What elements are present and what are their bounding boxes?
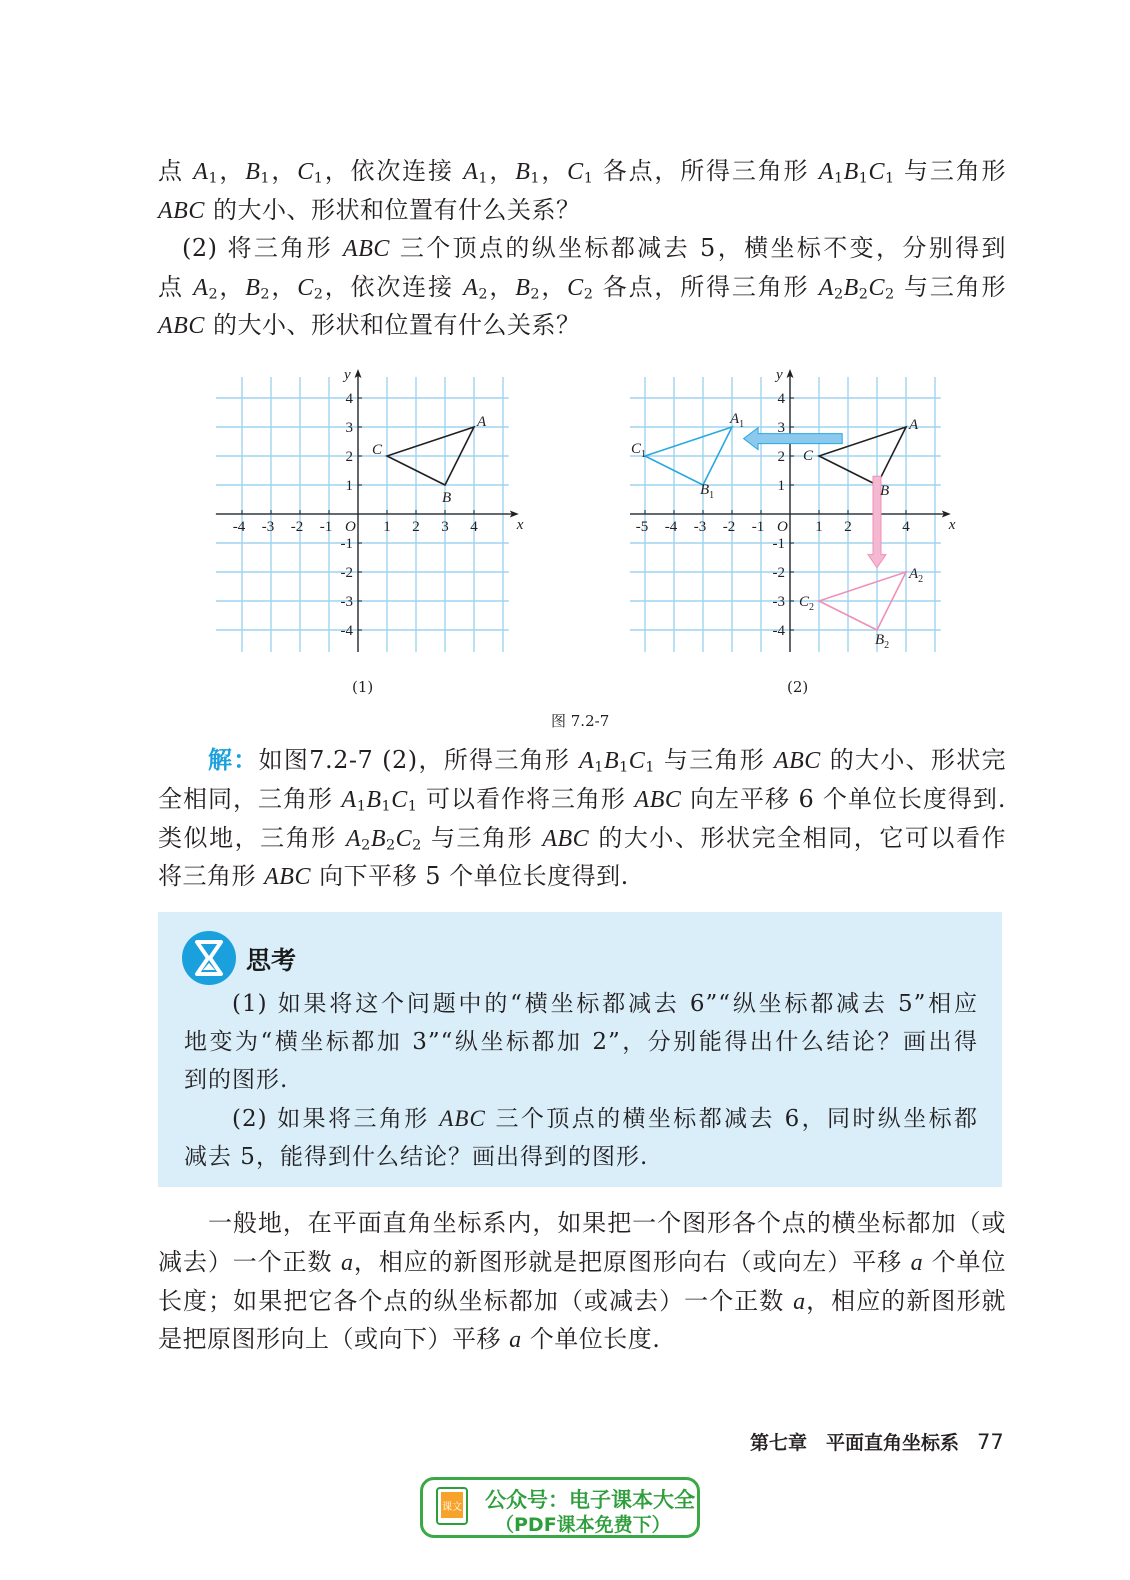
fig2-x-tick-label: -2 bbox=[722, 519, 736, 535]
general-line-2: 减去）一个正数 a，相应的新图形就是把原图形向右（或向左）平移 a 个单位 bbox=[158, 1248, 1006, 1276]
book-icon bbox=[433, 1486, 473, 1530]
page-footer bbox=[750, 1428, 1004, 1455]
figure-1-label: (1) bbox=[352, 678, 374, 696]
coordinate-figure-2 bbox=[630, 352, 970, 652]
fig1-x-tick-label: -1 bbox=[319, 519, 333, 535]
fig2-y-axis-label: y bbox=[776, 367, 783, 383]
fig1-y-axis-label: y bbox=[344, 367, 351, 383]
fig1-origin-label: O bbox=[345, 519, 356, 535]
fig2-label-c2: $C_2$ bbox=[799, 594, 815, 613]
figure-2-label: (2) bbox=[787, 678, 809, 696]
fig2-y-tick-label: -1 bbox=[772, 536, 785, 552]
paragraph-1-line-2: ABC 的大小、形状和位置有什么关系？ bbox=[158, 196, 581, 224]
fig2-label-c1: $C_1$ bbox=[631, 441, 647, 460]
fig1-x-tick-label: 4 bbox=[470, 519, 478, 535]
think-q1-line-2: 地变为“横坐标都加 3”“纵坐标都加 2”，分别能得出什么结论？画出得 bbox=[184, 1029, 978, 1055]
solution-label: 解： bbox=[208, 746, 259, 774]
fig1-y-tick-label: -3 bbox=[340, 594, 353, 610]
paragraph-2-line-3: ABC 的大小、形状和位置有什么关系？ bbox=[158, 311, 581, 339]
figure-caption: 图 7.2-7 bbox=[551, 712, 610, 730]
fig2-y-tick-label: -2 bbox=[772, 565, 785, 581]
fig1-x-tick-label: -2 bbox=[290, 519, 304, 535]
fig2-label-b1: $B_1$ bbox=[700, 482, 715, 501]
fig1-y-tick-label: 3 bbox=[345, 420, 353, 436]
book-icon-text: 课文 bbox=[442, 1502, 462, 1513]
fig2-y-tick-label: -4 bbox=[772, 623, 785, 639]
fig2-label-b2: $B_2$ bbox=[875, 632, 890, 651]
solution-line-1: 解：如图7.2-7 (2)，所得三角形 $A_1B_1C_1$ 与三角形 ABC 的大小、形状完 bbox=[208, 746, 1006, 776]
hourglass-icon bbox=[181, 930, 237, 986]
promo-badge bbox=[420, 1477, 700, 1538]
fig2-label-a2: $A_2$ bbox=[909, 566, 924, 585]
fig2-y-tick-label: -3 bbox=[772, 594, 785, 610]
fig2-x-axis-label: x bbox=[948, 517, 956, 533]
fig2-y-tick-label: 1 bbox=[777, 478, 785, 494]
fig2-x-tick-label: -3 bbox=[693, 519, 707, 535]
promo-line-1: 公众号：电子课本大全 bbox=[485, 1488, 695, 1512]
fig1-x-tick-label: 3 bbox=[441, 519, 449, 535]
general-line-1: 一般地，在平面直角坐标系内，如果把一个图形各个点的横坐标都加（或 bbox=[208, 1209, 1006, 1237]
fig2-label-b: B bbox=[880, 483, 890, 499]
paragraph-1-line-1: 点 $A_1$，$B_1$，$C_1$，依次连接 $A_1$，$B_1$，$C_1$ 各点，所得三角形 $A_1B_1C_1$ 与三角形 bbox=[158, 157, 1007, 187]
fig1-label-b: B bbox=[442, 490, 452, 506]
fig2-y-tick-label: 2 bbox=[777, 449, 785, 465]
fig1-label-a: A bbox=[477, 414, 487, 430]
fig1-y-tick-label: -1 bbox=[340, 536, 353, 552]
fig2-shift-left-arrow bbox=[744, 428, 843, 450]
fig2-x-tick-label: 2 bbox=[844, 519, 852, 535]
think-q1-line-1: (1) 如果将这个问题中的“横坐标都减去 6”“纵坐标都减去 5”相应 bbox=[232, 991, 978, 1017]
fig2-y-tick-label: 4 bbox=[777, 391, 785, 407]
solution-line-4: 将三角形 ABC 向下平移 5 个单位长度得到. bbox=[158, 862, 629, 890]
fig2-label-a: A bbox=[909, 417, 919, 433]
page-number: 77 bbox=[977, 1430, 1004, 1454]
fig1-label-c: C bbox=[372, 442, 383, 458]
think-q2-line-1: (2) 如果将三角形 ABC 三个顶点的横坐标都减去 6，同时纵坐标都 bbox=[232, 1106, 978, 1132]
think-q2-line-2: 减去 5，能得到什么结论？画出得到的图形. bbox=[184, 1144, 649, 1170]
fig1-x-tick-label: -3 bbox=[261, 519, 275, 535]
think-title: 思考 bbox=[246, 946, 297, 975]
fig1-y-tick-label: -2 bbox=[340, 565, 353, 581]
promo-line-2: （PDF课本免费下） bbox=[495, 1514, 671, 1536]
coordinate-figure-1 bbox=[205, 352, 525, 652]
fig1-y-tick-label: 1 bbox=[345, 478, 353, 494]
fig1-x-tick-label: 1 bbox=[383, 519, 391, 535]
solution-line-3: 类似地，三角形 $A_2B_2C_2$ 与三角形 ABC 的大小、形状完全相同，它可以看作 bbox=[158, 824, 1006, 854]
fig1-y-tick-label: 2 bbox=[345, 449, 353, 465]
paragraph-2-line-1: (2) 将三角形 ABC 三个顶点的纵坐标都减去 5，横坐标不变，分别得到 bbox=[182, 234, 1006, 262]
think-q1-line-3: 到的图形. bbox=[184, 1067, 289, 1093]
fig1-y-tick-label: -4 bbox=[340, 623, 353, 639]
fig1-x-tick-label: -4 bbox=[232, 519, 246, 535]
fig2-x-tick-label: 1 bbox=[815, 519, 823, 535]
fig1-x-axis-label: x bbox=[516, 517, 524, 533]
chapter-title: 第七章 平面直角坐标系 bbox=[750, 1432, 960, 1454]
general-line-4: 是把原图形向上（或向下）平移 a 个单位长度. bbox=[158, 1325, 661, 1353]
fig2-x-tick-label: -5 bbox=[635, 519, 649, 535]
fig2-y-tick-label: 3 bbox=[777, 420, 785, 436]
fig2-x-tick-label: -4 bbox=[664, 519, 678, 535]
fig1-x-tick-label: 2 bbox=[412, 519, 420, 535]
paragraph-2-line-2: 点 $A_2$，$B_2$，$C_2$，依次连接 $A_2$，$B_2$，$C_2$ 各点，所得三角形 $A_2B_2C_2$ 与三角形 bbox=[158, 273, 1007, 303]
fig1-y-tick-label: 4 bbox=[345, 391, 353, 407]
fig2-label-a1: $A_1$ bbox=[730, 411, 745, 430]
fig2-origin-label: O bbox=[777, 519, 788, 535]
fig2-label-c: C bbox=[803, 448, 814, 464]
general-line-3: 长度；如果把它各个点的纵坐标都加（或减去）一个正数 a，相应的新图形就 bbox=[158, 1287, 1006, 1315]
solution-line-2: 全相同，三角形 $A_1B_1C_1$ 可以看作将三角形 ABC 向左平移 6 个单位长度得到. bbox=[158, 785, 1006, 815]
fig2-x-tick-label: -1 bbox=[751, 519, 765, 535]
fig2-x-tick-label: 4 bbox=[902, 519, 910, 535]
